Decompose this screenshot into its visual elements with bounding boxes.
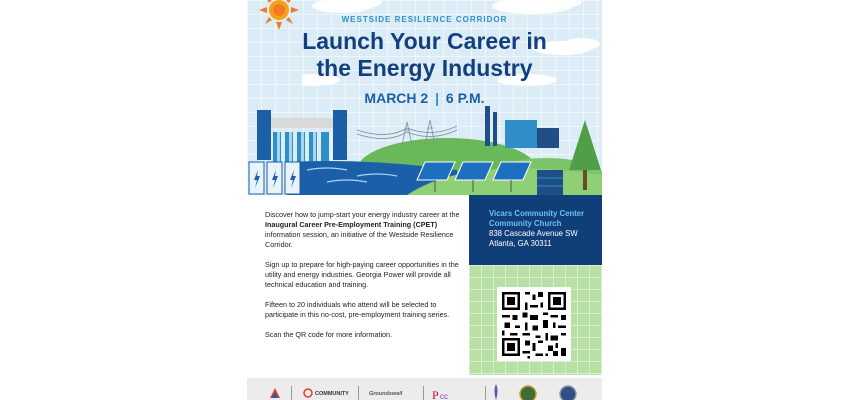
description-paragraph-1: Discover how to jump-start your energy industry career at the Inaugural Career Pre-Employment Training (CPET) information session, an initiative of the Westside Resilience Corridor.: [265, 210, 460, 249]
logo-divider: [358, 386, 359, 400]
program-name: Inaugural Career Pre-Employment Training (CPET): [265, 220, 438, 229]
qr-panel: [469, 265, 602, 375]
venue-name-line-2: Community Church: [489, 219, 562, 228]
description-paragraph-2: Sign up to prepare for high-paying career opportunities in the utility and energy industries. Georgia Power will provide all technical education and training.: [265, 260, 459, 289]
community-logo-icon: [303, 388, 313, 398]
venue-address-line-1: 838 Cascade Avenue SW: [489, 229, 578, 238]
partner-logo-p: [431, 387, 453, 400]
event-time: 6 P.M.: [445, 90, 485, 106]
venue-panel: [469, 195, 602, 265]
partner-logo-triangle: [269, 387, 281, 399]
venue-name-line-1: Vicars Community Center: [489, 209, 585, 218]
energy-landscape: [247, 100, 602, 195]
event-description: [265, 210, 465, 350]
partner-logos-strip: [247, 378, 602, 400]
flyer: [247, 0, 602, 400]
county-seal-logo: [559, 385, 577, 400]
groundswell-logo-text: Groundswell: [369, 391, 403, 397]
venue-address-line-2: Atlanta, GA 30311: [489, 239, 552, 248]
description-paragraph-4: Scan the QR code for more information.: [265, 330, 393, 339]
event-kicker: WESTSIDE RESILIENCE CORRIDOR: [341, 15, 508, 24]
qr-code[interactable]: [497, 287, 571, 361]
page-title: [247, 28, 602, 82]
headline-line-2: the Energy Industry: [316, 55, 533, 81]
city-seal-logo: [519, 385, 537, 400]
logo-divider: [485, 386, 486, 400]
hero-illustration: [247, 0, 602, 195]
headline-line-1: Launch Your Career in: [302, 28, 547, 54]
description-paragraph-3: Fifteen to 20 individuals who attend will be selected to participate in this no-cost, pre-employment training series.: [265, 300, 450, 319]
partner-logo-flame: [493, 384, 499, 400]
date-separator: |: [435, 90, 440, 106]
svg-text:P: P: [432, 388, 439, 400]
community-logo-text: COMMUNITY: [315, 391, 349, 397]
logo-divider: [423, 386, 424, 400]
event-date: MARCH 2: [364, 90, 429, 106]
svg-text:cc: cc: [440, 392, 448, 400]
logo-divider: [291, 386, 292, 400]
